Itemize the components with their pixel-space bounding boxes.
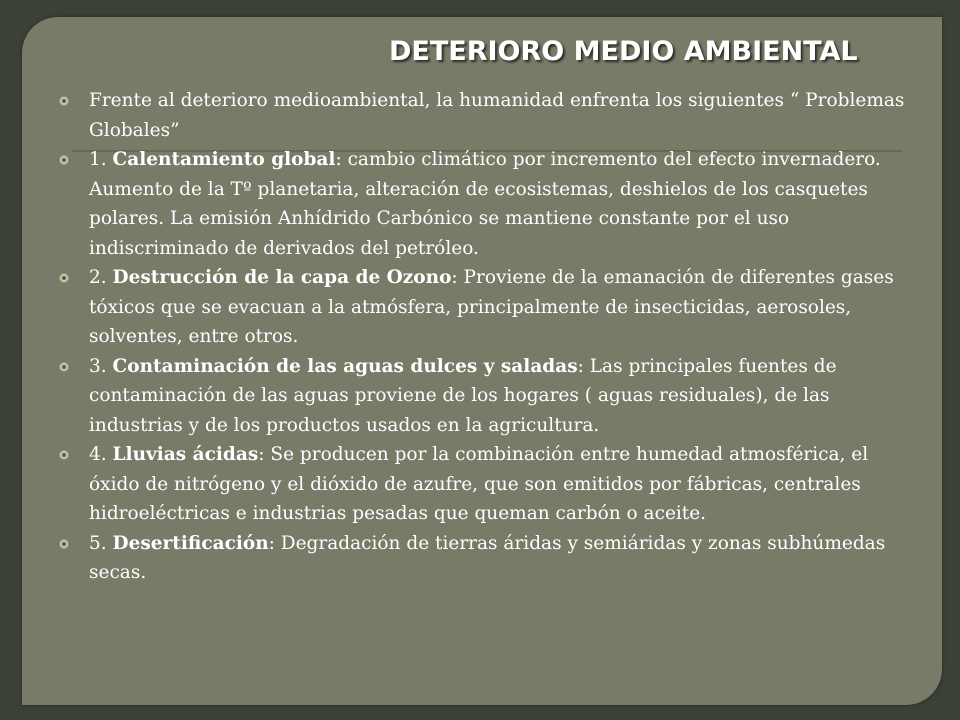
bullet-item: [59, 440, 909, 529]
bullet-icon: [59, 273, 69, 283]
bullet-icon: [59, 155, 69, 165]
bullet-text: : Se producen por la combinación entre humedad atmosférica, el óxido de nitrógeno y el dióxido de azufre, que son emitidos por fábricas, centrales hidroeléctricas e industrias pesadas que queman carbón o aceite.: [89, 444, 869, 524]
bullet-text: : Las principales fuentes de contaminación de las aguas proviene de los hogares ( aguas residuales), de las industrias y de los productos usados en la agricultura.: [89, 355, 837, 436]
bullet-icon: [59, 362, 69, 372]
bullet-number: 1.: [89, 149, 113, 170]
bullet-term: Lluvias ácidas: [112, 444, 259, 465]
bullet-list: [59, 86, 909, 588]
bullet-number: 3.: [89, 355, 113, 377]
bullet-number: 5.: [89, 532, 113, 554]
bullet-item: [59, 145, 909, 263]
bullet-text: : Proviene de la emanación de diferentes gases tóxicos que se evacuan a la atmósfera, principalmente de insecticidas, aerosoles, solventes, entre otros.: [89, 267, 894, 347]
bullet-number: 4.: [89, 444, 113, 465]
bullet-term: Contaminación de las aguas dulces y saladas: [112, 355, 578, 377]
bullet-term: Desertificación: [112, 532, 269, 554]
slide-title: DETERIORO MEDIO AMBIENTAL: [389, 36, 858, 67]
bullet-term: Calentamiento global: [112, 149, 336, 170]
bullet-icon: [59, 96, 69, 106]
bullet-item: [59, 86, 909, 145]
bullet-icon: [59, 539, 69, 549]
bullet-text: Frente al deterioro medioambiental, la humanidad enfrenta los siguientes “ Problemas Globales”: [89, 90, 905, 141]
bullet-number: 2.: [89, 267, 113, 288]
bullet-item: [59, 529, 909, 588]
bullet-icon: [59, 450, 69, 460]
bullet-text: : Degradación de tierras áridas y semiáridas y zonas subhúmedas secas.: [89, 532, 886, 583]
bullet-item: [59, 352, 909, 441]
bullet-term: Destrucción de la capa de Ozono: [112, 267, 452, 288]
bullet-text: : cambio climático por incremento del efecto invernadero. Aumento de la Tº planetaria, alteración de ecosistemas, deshielos de los casquetes polares. La emisión Anhídrido Carbónico se mantiene constante por el uso indiscriminado de derivados del petróleo.: [89, 149, 881, 259]
bullet-item: [59, 263, 909, 352]
